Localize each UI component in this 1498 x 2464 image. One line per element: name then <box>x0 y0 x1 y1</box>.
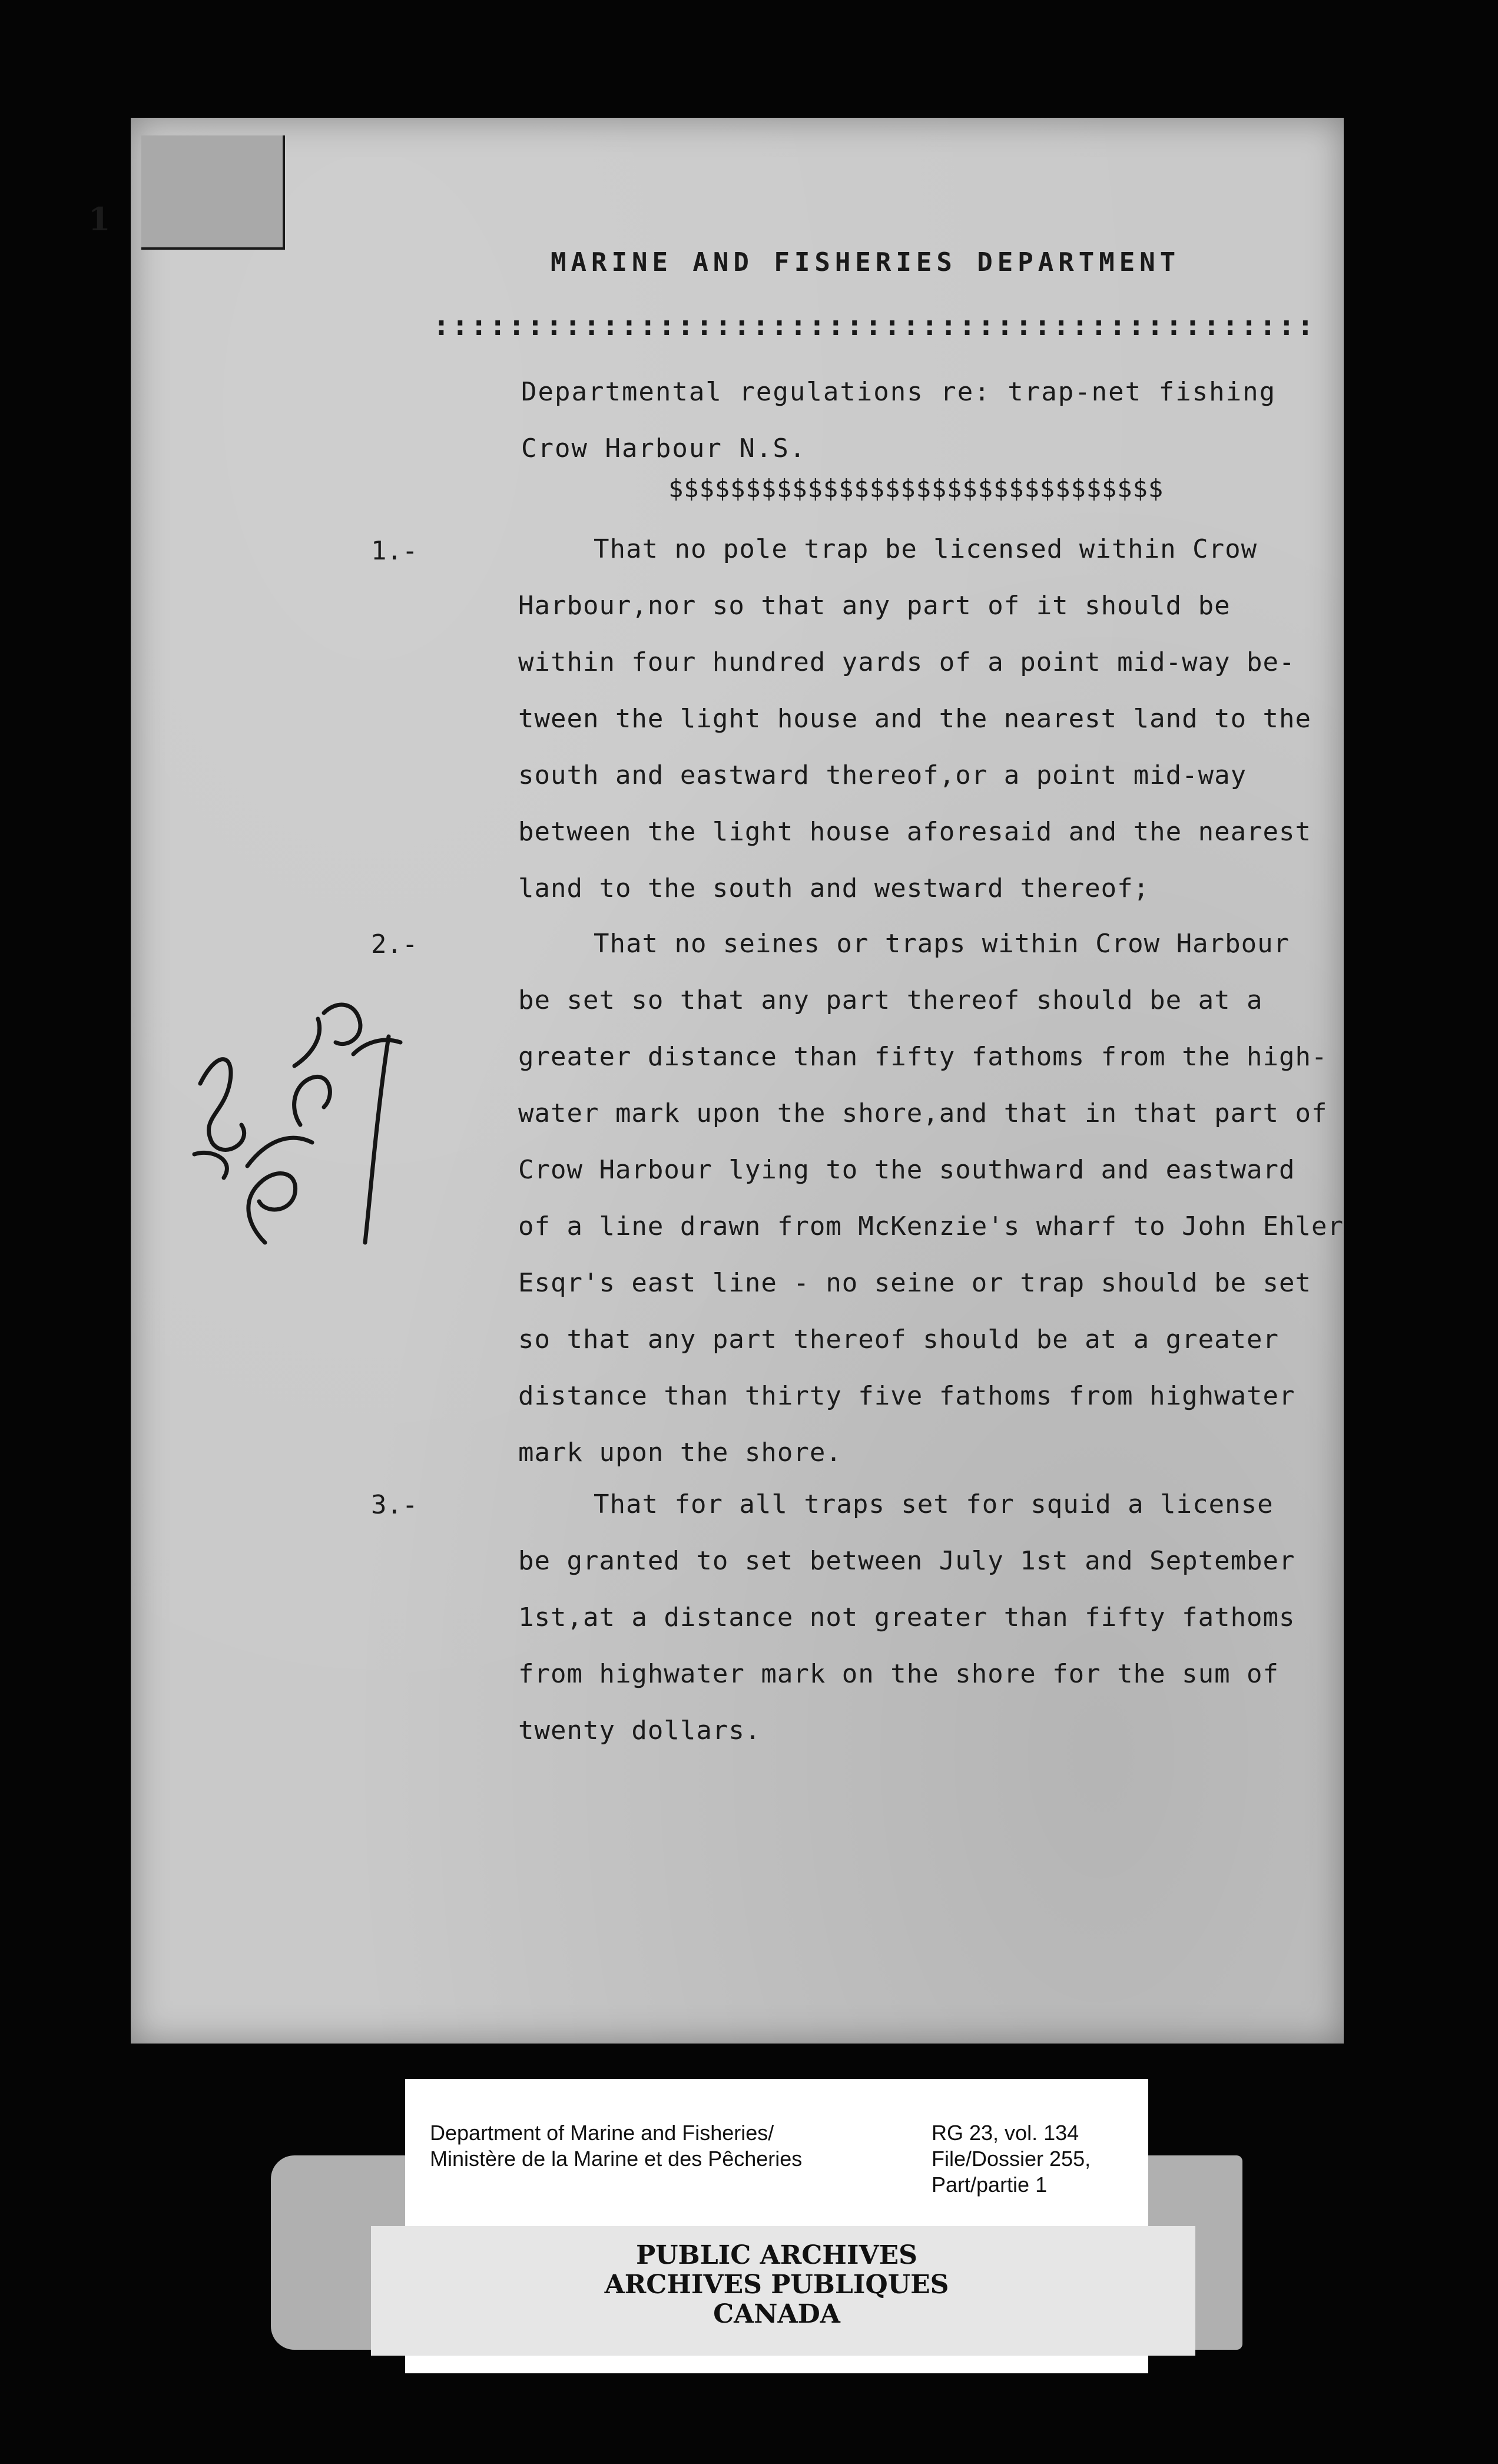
department-heading: MARINE AND FISHERIES DEPARTMENT <box>551 247 1181 277</box>
paragraph-3-line: twenty dollars. <box>518 1715 761 1746</box>
subject-line-2: Crow Harbour N.S. <box>521 433 807 463</box>
paragraph-3-line: from highwater mark on the shore for the sum of <box>518 1659 1280 1689</box>
paragraph-2-line: That no seines or traps within Crow Harbour <box>594 929 1290 959</box>
paragraph-3-line: That for all traps set for squid a license <box>594 1489 1274 1519</box>
page-corner-mark: 1 <box>88 200 111 238</box>
paragraph-2-line: Crow Harbour lying to the southward and eastward <box>518 1155 1295 1185</box>
subject-line-1: Departmental regulations re: trap-net fishing <box>521 377 1277 407</box>
stamp-line-2: ARCHIVES PUBLIQUES <box>604 2270 949 2300</box>
paragraph-number-2: 2.- <box>371 929 418 959</box>
paragraph-1-line: south and eastward thereof,or a point mid-way <box>518 760 1247 790</box>
department-english: Department of Marine and Fisheries/ <box>430 2121 774 2145</box>
paragraph-number-3: 3.- <box>371 1490 418 1520</box>
paragraph-2-line: water mark upon the shore,and that in that part of <box>518 1098 1328 1128</box>
subject-block <box>521 364 1276 477</box>
paragraph-1-line: within four hundred yards of a point mid-way be- <box>518 647 1295 677</box>
paragraph-2-line: be set so that any part thereof should be at a <box>518 985 1263 1015</box>
stamp-line-1: PUBLIC ARCHIVES <box>636 2240 917 2270</box>
archive-reference <box>932 2120 1091 2198</box>
bleed-through-signature <box>153 1743 181 1969</box>
paragraph-1-line: land to the south and westward thereof; <box>518 873 1150 903</box>
paragraph-3-line: be granted to set between July 1st and September <box>518 1546 1295 1576</box>
paragraph-2-line: Esqr's east line - no seine or trap should be set <box>518 1268 1312 1298</box>
paragraph-3-line: 1st,at a distance not greater than fifty fathoms <box>518 1602 1295 1632</box>
paragraph-2-line: mark upon the shore. <box>518 1438 842 1468</box>
archive-department <box>430 2120 802 2172</box>
dollar-rule: $$$$$$$$$$$$$$$$$$$$$$$$$$$$$$$$ <box>668 474 1164 503</box>
paragraph-1 <box>518 521 1311 917</box>
stamp-line-3: CANADA <box>713 2299 840 2329</box>
reference-part: Part/partie 1 <box>932 2172 1048 2197</box>
paragraph-3 <box>518 1476 1295 1759</box>
bleed-through-letterhead <box>330 124 346 240</box>
paragraph-2-line: of a line drawn from McKenzie's wharf to John Ehler <box>518 1211 1344 1241</box>
public-archives-stamp <box>405 2241 1148 2329</box>
paragraph-2-line: so that any part thereof should be at a greater <box>518 1324 1280 1354</box>
paragraph-1-line: Harbour,nor so that any part of it should be <box>518 591 1231 621</box>
department-french: Ministère de la Marine et des Pêcheries <box>430 2147 803 2171</box>
paragraph-number-1: 1.- <box>371 536 418 566</box>
paragraph-1-line: That no pole trap be licensed within Crow <box>594 534 1258 564</box>
paragraph-2-line: greater distance than fifty fathoms from the high- <box>518 1042 1328 1072</box>
folded-corner <box>141 135 285 250</box>
paragraph-1-line: tween the light house and the nearest land to the <box>518 704 1312 734</box>
reference-record-group: RG 23, vol. 134 <box>932 2121 1079 2145</box>
handwritten-margin-note <box>177 966 430 1248</box>
paragraph-1-line: between the light house aforesaid and the nearest <box>518 817 1312 847</box>
reference-file: File/Dossier 255, <box>932 2147 1091 2171</box>
paragraph-2-line: distance than thirty five fathoms from highwater <box>518 1381 1295 1411</box>
paragraph-2 <box>518 916 1344 1481</box>
colon-rule: ::::::::::::::::::::::::::::::::::::::::::::::: <box>433 309 1316 342</box>
